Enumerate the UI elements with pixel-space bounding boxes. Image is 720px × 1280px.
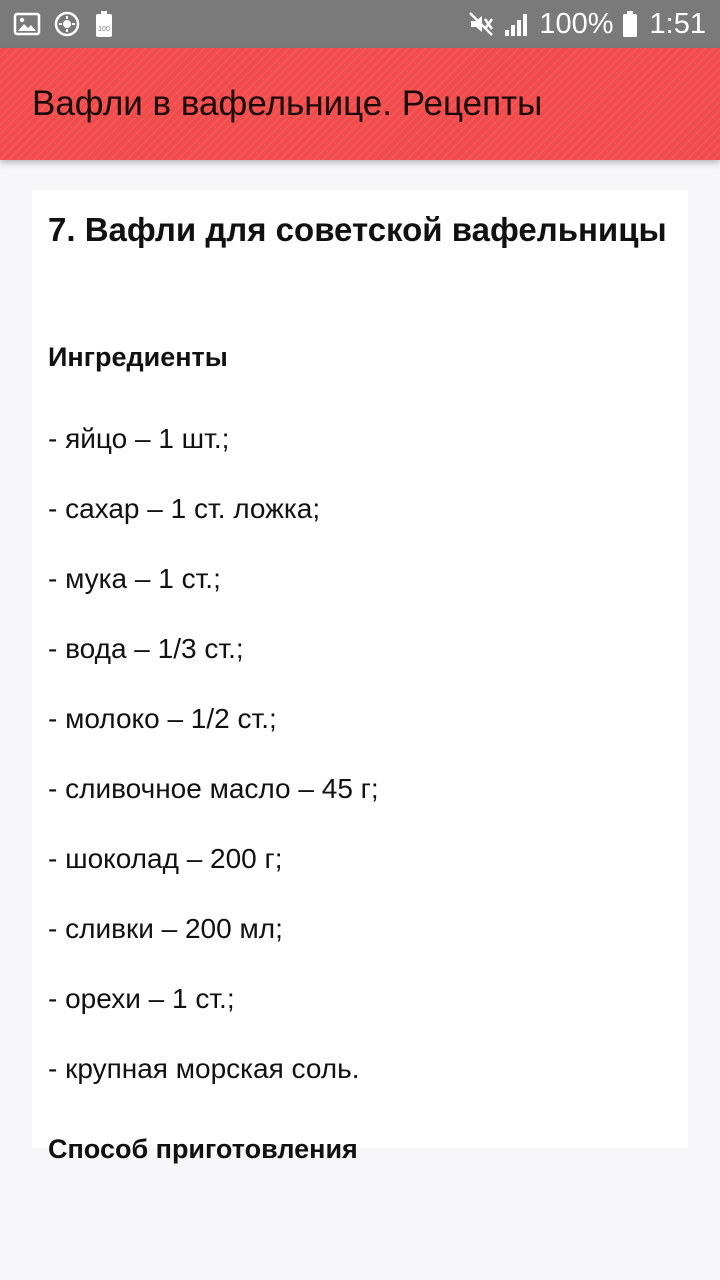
mute-icon bbox=[467, 10, 495, 38]
battery-saver-icon bbox=[94, 10, 114, 38]
ingredient-item: - яйцо – 1 шт.; bbox=[48, 423, 230, 454]
ingredient-item: - сахар – 1 ст. ложка; bbox=[48, 493, 321, 524]
settings-badge-icon bbox=[54, 11, 80, 37]
ingredient-item: - вода – 1/3 ст.; bbox=[48, 633, 244, 664]
app-bar bbox=[0, 48, 720, 160]
ingredients-heading: Ингредиенты bbox=[48, 342, 228, 372]
status-bar-right bbox=[467, 0, 706, 48]
ingredient-item: - сливочное масло – 45 г; bbox=[48, 773, 379, 804]
recipe-card[interactable] bbox=[32, 190, 688, 1164]
signal-icon bbox=[503, 10, 531, 38]
ingredient-item: - молоко – 1/2 ст.; bbox=[48, 703, 277, 734]
recipe-title: 7. Вафли для советской вафельницы bbox=[48, 211, 667, 248]
svg-text:100: 100 bbox=[98, 26, 110, 33]
method-heading: Способ приготовления bbox=[48, 1134, 358, 1164]
status-bar bbox=[0, 0, 720, 48]
battery-icon bbox=[622, 10, 638, 38]
image-icon bbox=[14, 11, 40, 37]
clock: 1:51 bbox=[649, 7, 706, 40]
ingredient-item: - крупная морская соль. bbox=[48, 1053, 360, 1084]
ingredient-item: - сливки – 200 мл; bbox=[48, 913, 283, 944]
app-title: Вафли в вафельнице. Рецепты bbox=[32, 84, 543, 123]
ingredient-item: - мука – 1 ст.; bbox=[48, 563, 221, 594]
battery-percent: 100% bbox=[539, 7, 614, 40]
status-bar-left bbox=[14, 10, 128, 38]
ingredient-item: - шоколад – 200 г; bbox=[48, 843, 283, 874]
ingredient-item: - орехи – 1 ст.; bbox=[48, 983, 235, 1014]
